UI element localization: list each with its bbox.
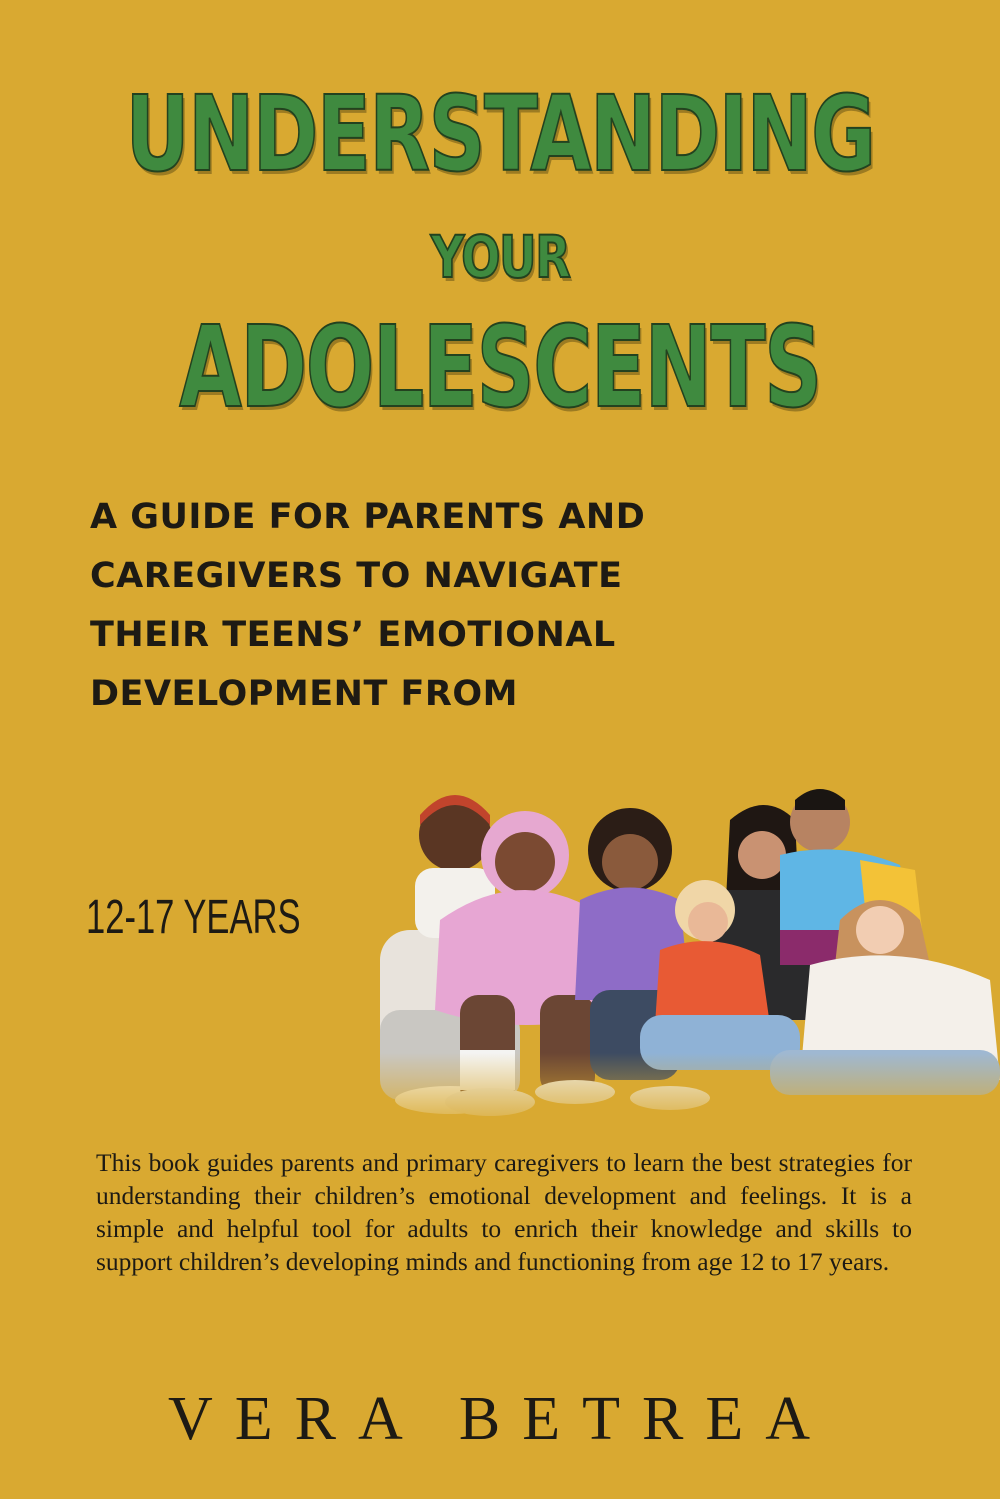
age-range-label: 12-17 YEARS — [86, 891, 301, 944]
title-line-adolescents: ADOLESCENTS — [179, 303, 821, 433]
subtitle-line: CAREGIVERS TO NAVIGATE — [90, 556, 623, 596]
book-description: This book guides parents and primary caregivers to learn the best strategies for understanding their children’s emotional development and feelings. It is a simple and helpful tool for adults to enrich their knowledge and skills to support children’s developing minds and functioning from age 12 to 17 years. — [96, 1148, 912, 1276]
title-line-your: YOUR — [430, 223, 570, 291]
author-name: VERA BETREA — [168, 1385, 832, 1453]
group-of-teenagers-photo — [340, 780, 1000, 1130]
subtitle — [90, 488, 790, 724]
subtitle-line: DEVELOPMENT FROM — [90, 674, 518, 714]
subtitle-line: A GUIDE FOR PARENTS AND — [90, 497, 646, 537]
title-line-understanding: UNDERSTANDING — [125, 73, 875, 195]
subtitle-line: THEIR TEENS’ EMOTIONAL — [90, 615, 616, 655]
